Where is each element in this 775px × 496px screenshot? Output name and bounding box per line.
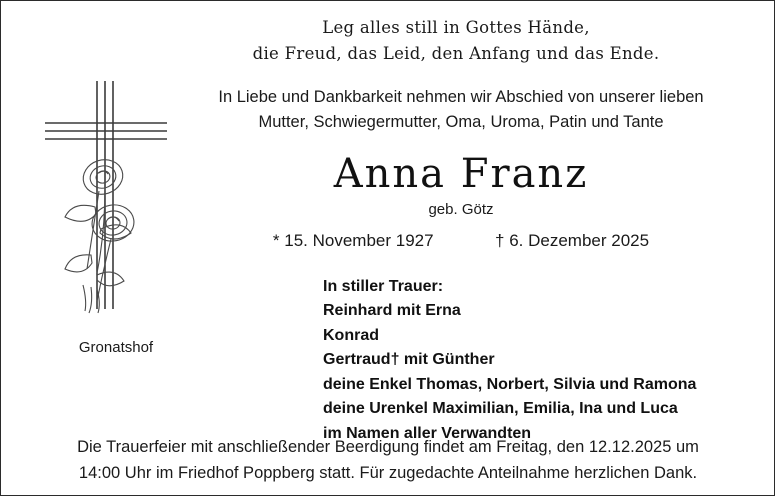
mourners-heading: In stiller Trauer: (323, 278, 444, 295)
verse-line-2: die Freud, das Leid, den Anfang und das Ende. (252, 43, 660, 63)
mourner-line: deine Enkel Thomas, Norbert, Silvia und Ramona (323, 375, 697, 393)
intro-text (161, 85, 761, 135)
mourner-line: im Namen aller Verwandten (323, 424, 532, 442)
funeral-line-2: 14:00 Uhr im Friedhof Poppberg statt. Für zugedachte Anteilnahme herzlichen Dank. (78, 463, 698, 482)
maiden-name: geb. Götz (428, 201, 494, 218)
intro-line-1: In Liebe und Dankbarkeit nehmen wir Abschied von unserer lieben (218, 88, 704, 106)
verse (151, 15, 761, 66)
funeral-details (35, 435, 741, 486)
mourner-line: Gertraud† mit Günther (323, 351, 495, 369)
funeral-line-1: Die Trauerfeier mit anschließender Beerdigung findet am Freitag, den 12.12.2025 um (77, 438, 699, 456)
mourner-line: deine Urenkel Maximilian, Emilia, Ina und Luca (323, 400, 678, 418)
mourner-line: Reinhard mit Erna (323, 302, 461, 320)
verse-line-1: Leg alles still in Gottes Hände, (322, 18, 590, 37)
life-dates (161, 231, 761, 251)
mourners-block (323, 275, 696, 446)
birth-date: * 15. November 1927 (272, 231, 434, 250)
death-date: † 6. Dezember 2025 (495, 231, 650, 250)
intro-line-2: Mutter, Schwiegermutter, Oma, Uroma, Patin und Tante (258, 112, 664, 131)
deceased-name: Anna Franz (333, 151, 589, 197)
place-caption: Gronatshof (78, 339, 154, 356)
mourner-line: Konrad (323, 326, 379, 344)
